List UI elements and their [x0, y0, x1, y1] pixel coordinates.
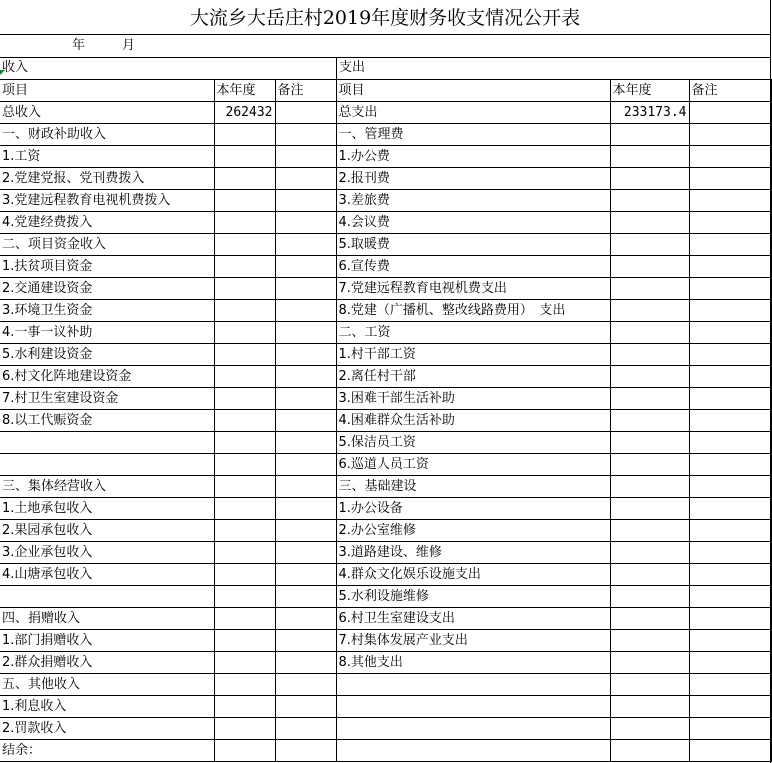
- expense-item-cell[interactable]: [336, 718, 610, 740]
- date-row: [0, 35, 770, 58]
- expense-note-cell[interactable]: [689, 432, 771, 454]
- income-note-cell[interactable]: [275, 476, 336, 498]
- expense-value-cell[interactable]: [610, 520, 689, 542]
- income-value-cell[interactable]: [214, 278, 275, 300]
- table-row: [0, 366, 771, 388]
- income-note-cell[interactable]: [275, 102, 336, 124]
- table-row: [0, 718, 771, 740]
- income-note-cell[interactable]: [275, 542, 336, 564]
- income-note-cell[interactable]: [275, 498, 336, 520]
- expense-item-cell[interactable]: [336, 696, 610, 718]
- income-note-cell[interactable]: [275, 190, 336, 212]
- income-item-cell[interactable]: [0, 454, 214, 476]
- income-item-cell[interactable]: 4.山塘承包收入: [0, 564, 214, 586]
- expense-item-cell[interactable]: 7.党建远程教育电视机费支出: [336, 278, 610, 300]
- expense-item-cell[interactable]: 1.办公费: [336, 146, 610, 168]
- income-value-cell[interactable]: [214, 124, 275, 146]
- income-note-cell[interactable]: [275, 520, 336, 542]
- table-row: [0, 696, 771, 718]
- income-note-cell[interactable]: [275, 124, 336, 146]
- expense-value-cell[interactable]: [610, 322, 689, 344]
- expense-item-cell[interactable]: 5.保洁员工资: [336, 432, 610, 454]
- income-value-cell[interactable]: [214, 630, 275, 652]
- expense-item-cell[interactable]: 5.水利设施维修: [336, 586, 610, 608]
- expense-value-cell[interactable]: [610, 388, 689, 410]
- income-section-label: 收入: [2, 60, 29, 75]
- table-row: [0, 212, 771, 234]
- month-label: 月: [122, 38, 136, 53]
- table-row: [0, 344, 771, 366]
- income-item-cell[interactable]: 4.党建经费拨入: [0, 212, 214, 234]
- expense-note-cell[interactable]: [689, 696, 771, 718]
- income-value-cell[interactable]: [214, 696, 275, 718]
- expense-item-cell[interactable]: 4.群众文化娱乐设施支出: [336, 564, 610, 586]
- expense-section-label: 支出: [339, 60, 366, 75]
- table-row: [0, 564, 771, 586]
- table-row: [0, 586, 771, 608]
- income-value-cell[interactable]: [214, 212, 275, 234]
- expense-value-cell[interactable]: [610, 696, 689, 718]
- expense-value-cell[interactable]: [610, 630, 689, 652]
- income-item-cell[interactable]: 1.扶贫项目资金: [0, 256, 214, 278]
- income-item-cell[interactable]: 8.以工代赈资金: [0, 410, 214, 432]
- table-row: [0, 652, 771, 674]
- income-item-cell[interactable]: 2.罚款收入: [0, 718, 214, 740]
- expense-value-cell[interactable]: 233173.4: [610, 102, 689, 124]
- table-row: [0, 278, 771, 300]
- income-note-cell[interactable]: [275, 652, 336, 674]
- income-note-cell[interactable]: [275, 300, 336, 322]
- income-value-cell[interactable]: [214, 564, 275, 586]
- expense-item-cell[interactable]: 8.党建（广播机、整改线路费用） 支出: [336, 300, 610, 322]
- income-value-cell[interactable]: [214, 322, 275, 344]
- expense-item-cell[interactable]: [336, 674, 610, 696]
- expense-item-header[interactable]: 项目: [336, 80, 610, 102]
- income-note-cell[interactable]: [275, 146, 336, 168]
- income-item-cell[interactable]: 2.群众捐赠收入: [0, 652, 214, 674]
- expense-value-cell[interactable]: [610, 454, 689, 476]
- expense-value-cell[interactable]: [610, 146, 689, 168]
- expense-note-cell[interactable]: [689, 124, 771, 146]
- income-item-cell[interactable]: 6.村文化阵地建设资金: [0, 366, 214, 388]
- expense-value-cell[interactable]: [610, 542, 689, 564]
- table-row: [0, 454, 771, 476]
- table-row: [0, 322, 771, 344]
- expense-item-cell[interactable]: 4.会议费: [336, 212, 610, 234]
- table-row: [0, 168, 771, 190]
- income-year-header[interactable]: 本年度: [214, 80, 275, 102]
- income-value-cell[interactable]: [214, 366, 275, 388]
- expense-value-cell[interactable]: [610, 586, 689, 608]
- expense-note-cell[interactable]: [689, 366, 771, 388]
- expense-item-cell[interactable]: 6.宣传费: [336, 256, 610, 278]
- income-note-cell[interactable]: [275, 630, 336, 652]
- table-row: [0, 630, 771, 652]
- income-note-cell[interactable]: [275, 432, 336, 454]
- income-value-cell[interactable]: [214, 542, 275, 564]
- expense-item-cell[interactable]: 8.其他支出: [336, 652, 610, 674]
- expense-note-cell[interactable]: [689, 344, 771, 366]
- expense-value-cell[interactable]: [610, 476, 689, 498]
- expense-note-header[interactable]: 备注: [689, 80, 771, 102]
- income-value-cell[interactable]: [214, 146, 275, 168]
- table-row: [0, 102, 771, 124]
- expense-item-cell[interactable]: 3.困难干部生活补助: [336, 388, 610, 410]
- income-value-cell[interactable]: [214, 740, 275, 762]
- expense-year-header[interactable]: 本年度: [610, 80, 689, 102]
- expense-note-cell[interactable]: [689, 520, 771, 542]
- expense-item-cell[interactable]: 3.差旅费: [336, 190, 610, 212]
- income-item-cell[interactable]: 3.环境卫生资金: [0, 300, 214, 322]
- income-item-cell[interactable]: 4.一事一议补助: [0, 322, 214, 344]
- income-item-cell[interactable]: 5.水利建设资金: [0, 344, 214, 366]
- expense-item-cell[interactable]: 一、管理费: [336, 124, 610, 146]
- expense-item-cell[interactable]: 6.巡道人员工资: [336, 454, 610, 476]
- year-label: 年: [72, 38, 86, 53]
- expense-note-cell[interactable]: [689, 630, 771, 652]
- income-item-cell[interactable]: 一、财政补助收入: [0, 124, 214, 146]
- income-value-cell[interactable]: [214, 608, 275, 630]
- table-row: [0, 300, 771, 322]
- expense-item-cell[interactable]: 4.困难群众生活补助: [336, 410, 610, 432]
- income-value-cell[interactable]: [214, 300, 275, 322]
- income-item-cell[interactable]: [0, 586, 214, 608]
- income-note-cell[interactable]: [275, 278, 336, 300]
- income-note-cell[interactable]: [275, 454, 336, 476]
- section-divider: [336, 57, 337, 79]
- income-item-cell[interactable]: 1.部门捐赠收入: [0, 630, 214, 652]
- expense-note-cell[interactable]: [689, 168, 771, 190]
- table-row: [0, 190, 771, 212]
- table-row: [0, 542, 771, 564]
- income-note-cell[interactable]: [275, 740, 336, 762]
- income-note-cell[interactable]: [275, 564, 336, 586]
- table-row: [0, 476, 771, 498]
- income-value-cell[interactable]: [214, 190, 275, 212]
- income-item-cell[interactable]: 2.果园承包收入: [0, 520, 214, 542]
- expense-note-cell[interactable]: [689, 476, 771, 498]
- income-item-cell[interactable]: 五、其他收入: [0, 674, 214, 696]
- income-note-cell[interactable]: [275, 674, 336, 696]
- income-item-cell[interactable]: 二、项目资金收入: [0, 234, 214, 256]
- expense-value-cell[interactable]: [610, 234, 689, 256]
- expense-item-cell[interactable]: 7.村集体发展产业支出: [336, 630, 610, 652]
- expense-item-cell[interactable]: 5.取暖费: [336, 234, 610, 256]
- income-note-cell[interactable]: [275, 586, 336, 608]
- expense-item-cell[interactable]: 3.道路建设、维修: [336, 542, 610, 564]
- expense-item-cell[interactable]: 总支出: [336, 102, 610, 124]
- income-value-cell[interactable]: [214, 498, 275, 520]
- table-row: [0, 740, 771, 762]
- income-value-cell[interactable]: [214, 476, 275, 498]
- income-item-cell[interactable]: [0, 432, 214, 454]
- expense-note-cell[interactable]: [689, 564, 771, 586]
- income-value-cell[interactable]: [214, 256, 275, 278]
- table-row: [0, 432, 771, 454]
- expense-value-cell[interactable]: [610, 564, 689, 586]
- expense-value-cell[interactable]: [610, 212, 689, 234]
- section-row: [0, 57, 770, 80]
- income-item-cell[interactable]: 结余：: [0, 740, 214, 762]
- income-note-cell[interactable]: [275, 410, 336, 432]
- expense-value-cell[interactable]: [610, 256, 689, 278]
- income-note-cell[interactable]: [275, 718, 336, 740]
- expense-note-cell[interactable]: [689, 322, 771, 344]
- income-value-cell[interactable]: [214, 168, 275, 190]
- expense-note-cell[interactable]: [689, 234, 771, 256]
- sheet-right-border: [770, 0, 771, 763]
- income-value-cell[interactable]: [214, 652, 275, 674]
- income-note-cell[interactable]: [275, 212, 336, 234]
- income-value-cell[interactable]: [214, 718, 275, 740]
- income-item-cell[interactable]: 三、集体经营收入: [0, 476, 214, 498]
- expense-item-cell[interactable]: 2.报刊费: [336, 168, 610, 190]
- expense-value-cell[interactable]: [610, 124, 689, 146]
- income-value-cell[interactable]: [214, 410, 275, 432]
- expense-note-cell[interactable]: [689, 190, 771, 212]
- expense-note-cell[interactable]: [689, 586, 771, 608]
- expense-note-cell[interactable]: [689, 212, 771, 234]
- income-value-cell[interactable]: [214, 454, 275, 476]
- income-note-cell[interactable]: [275, 344, 336, 366]
- income-value-cell[interactable]: [214, 388, 275, 410]
- expense-note-cell[interactable]: [689, 256, 771, 278]
- expense-value-cell[interactable]: [610, 608, 689, 630]
- expense-value-cell[interactable]: [610, 718, 689, 740]
- expense-note-cell[interactable]: [689, 300, 771, 322]
- income-note-cell[interactable]: [275, 366, 336, 388]
- income-note-header[interactable]: 备注: [275, 80, 336, 102]
- expense-note-cell[interactable]: [689, 278, 771, 300]
- expense-note-cell[interactable]: [689, 410, 771, 432]
- expense-note-cell[interactable]: [689, 146, 771, 168]
- expense-note-cell[interactable]: [689, 542, 771, 564]
- expense-value-cell[interactable]: [610, 498, 689, 520]
- expense-note-cell[interactable]: [689, 454, 771, 476]
- expense-value-cell[interactable]: [610, 652, 689, 674]
- income-item-cell[interactable]: 四、捐赠收入: [0, 608, 214, 630]
- income-note-cell[interactable]: [275, 256, 336, 278]
- expense-item-cell[interactable]: 二、工资: [336, 322, 610, 344]
- expense-item-cell[interactable]: 1.办公设备: [336, 498, 610, 520]
- finance-table: [0, 79, 772, 762]
- income-item-cell[interactable]: 总收入: [0, 102, 214, 124]
- expense-note-cell[interactable]: [689, 608, 771, 630]
- income-note-cell[interactable]: [275, 234, 336, 256]
- expense-note-cell[interactable]: [689, 674, 771, 696]
- income-value-cell[interactable]: [214, 234, 275, 256]
- income-value-cell[interactable]: [214, 432, 275, 454]
- expense-item-cell[interactable]: 1.村干部工资: [336, 344, 610, 366]
- income-item-cell[interactable]: 1.利息收入: [0, 696, 214, 718]
- expense-value-cell[interactable]: [610, 190, 689, 212]
- income-note-cell[interactable]: [275, 388, 336, 410]
- expense-note-cell[interactable]: [689, 740, 771, 762]
- income-item-cell[interactable]: 7.村卫生室建设资金: [0, 388, 214, 410]
- table-row: [0, 520, 771, 542]
- expense-note-cell[interactable]: [689, 102, 771, 124]
- income-item-cell[interactable]: 2.交通建设资金: [0, 278, 214, 300]
- expense-value-cell[interactable]: [610, 674, 689, 696]
- expense-item-cell[interactable]: 2.离任村干部: [336, 366, 610, 388]
- expense-note-cell[interactable]: [689, 498, 771, 520]
- expense-item-cell[interactable]: [336, 740, 610, 762]
- expense-value-cell[interactable]: [610, 168, 689, 190]
- income-note-cell[interactable]: [275, 608, 336, 630]
- table-row: [0, 124, 771, 146]
- expense-note-cell[interactable]: [689, 652, 771, 674]
- expense-item-cell[interactable]: 6.村卫生室建设支出: [336, 608, 610, 630]
- expense-item-cell[interactable]: 三、基础建设: [336, 476, 610, 498]
- table-row: [0, 388, 771, 410]
- income-value-cell[interactable]: [214, 586, 275, 608]
- income-note-cell[interactable]: [275, 322, 336, 344]
- expense-value-cell[interactable]: [610, 432, 689, 454]
- income-item-cell[interactable]: 3.党建远程教育电视机费拨入: [0, 190, 214, 212]
- table-row: [0, 146, 771, 168]
- expense-item-cell[interactable]: 2.办公室维修: [336, 520, 610, 542]
- expense-value-cell[interactable]: [610, 300, 689, 322]
- income-value-cell[interactable]: [214, 344, 275, 366]
- expense-value-cell[interactable]: [610, 410, 689, 432]
- table-row: [0, 498, 771, 520]
- income-value-cell[interactable]: 262432: [214, 102, 275, 124]
- expense-value-cell[interactable]: [610, 278, 689, 300]
- income-item-header[interactable]: 项目: [0, 80, 214, 102]
- table-row: [0, 674, 771, 696]
- income-value-cell[interactable]: [214, 520, 275, 542]
- income-item-cell[interactable]: 1.土地承包收入: [0, 498, 214, 520]
- income-item-cell[interactable]: 1.工资: [0, 146, 214, 168]
- expense-note-cell[interactable]: [689, 718, 771, 740]
- income-item-cell[interactable]: 3.企业承包收入: [0, 542, 214, 564]
- income-value-cell[interactable]: [214, 674, 275, 696]
- header-row: [0, 80, 771, 102]
- expense-value-cell[interactable]: [610, 366, 689, 388]
- table-row: [0, 608, 771, 630]
- expense-note-cell[interactable]: [689, 388, 771, 410]
- table-row: [0, 410, 771, 432]
- sheet-title: 大流乡大岳庄村2019年度财务收支情况公开表: [0, 0, 770, 35]
- expense-value-cell[interactable]: [610, 344, 689, 366]
- income-item-cell[interactable]: 2.党建党报、党刊费拨入: [0, 168, 214, 190]
- table-row: [0, 234, 771, 256]
- expense-value-cell[interactable]: [610, 740, 689, 762]
- income-note-cell[interactable]: [275, 696, 336, 718]
- table-row: [0, 256, 771, 278]
- income-note-cell[interactable]: [275, 168, 336, 190]
